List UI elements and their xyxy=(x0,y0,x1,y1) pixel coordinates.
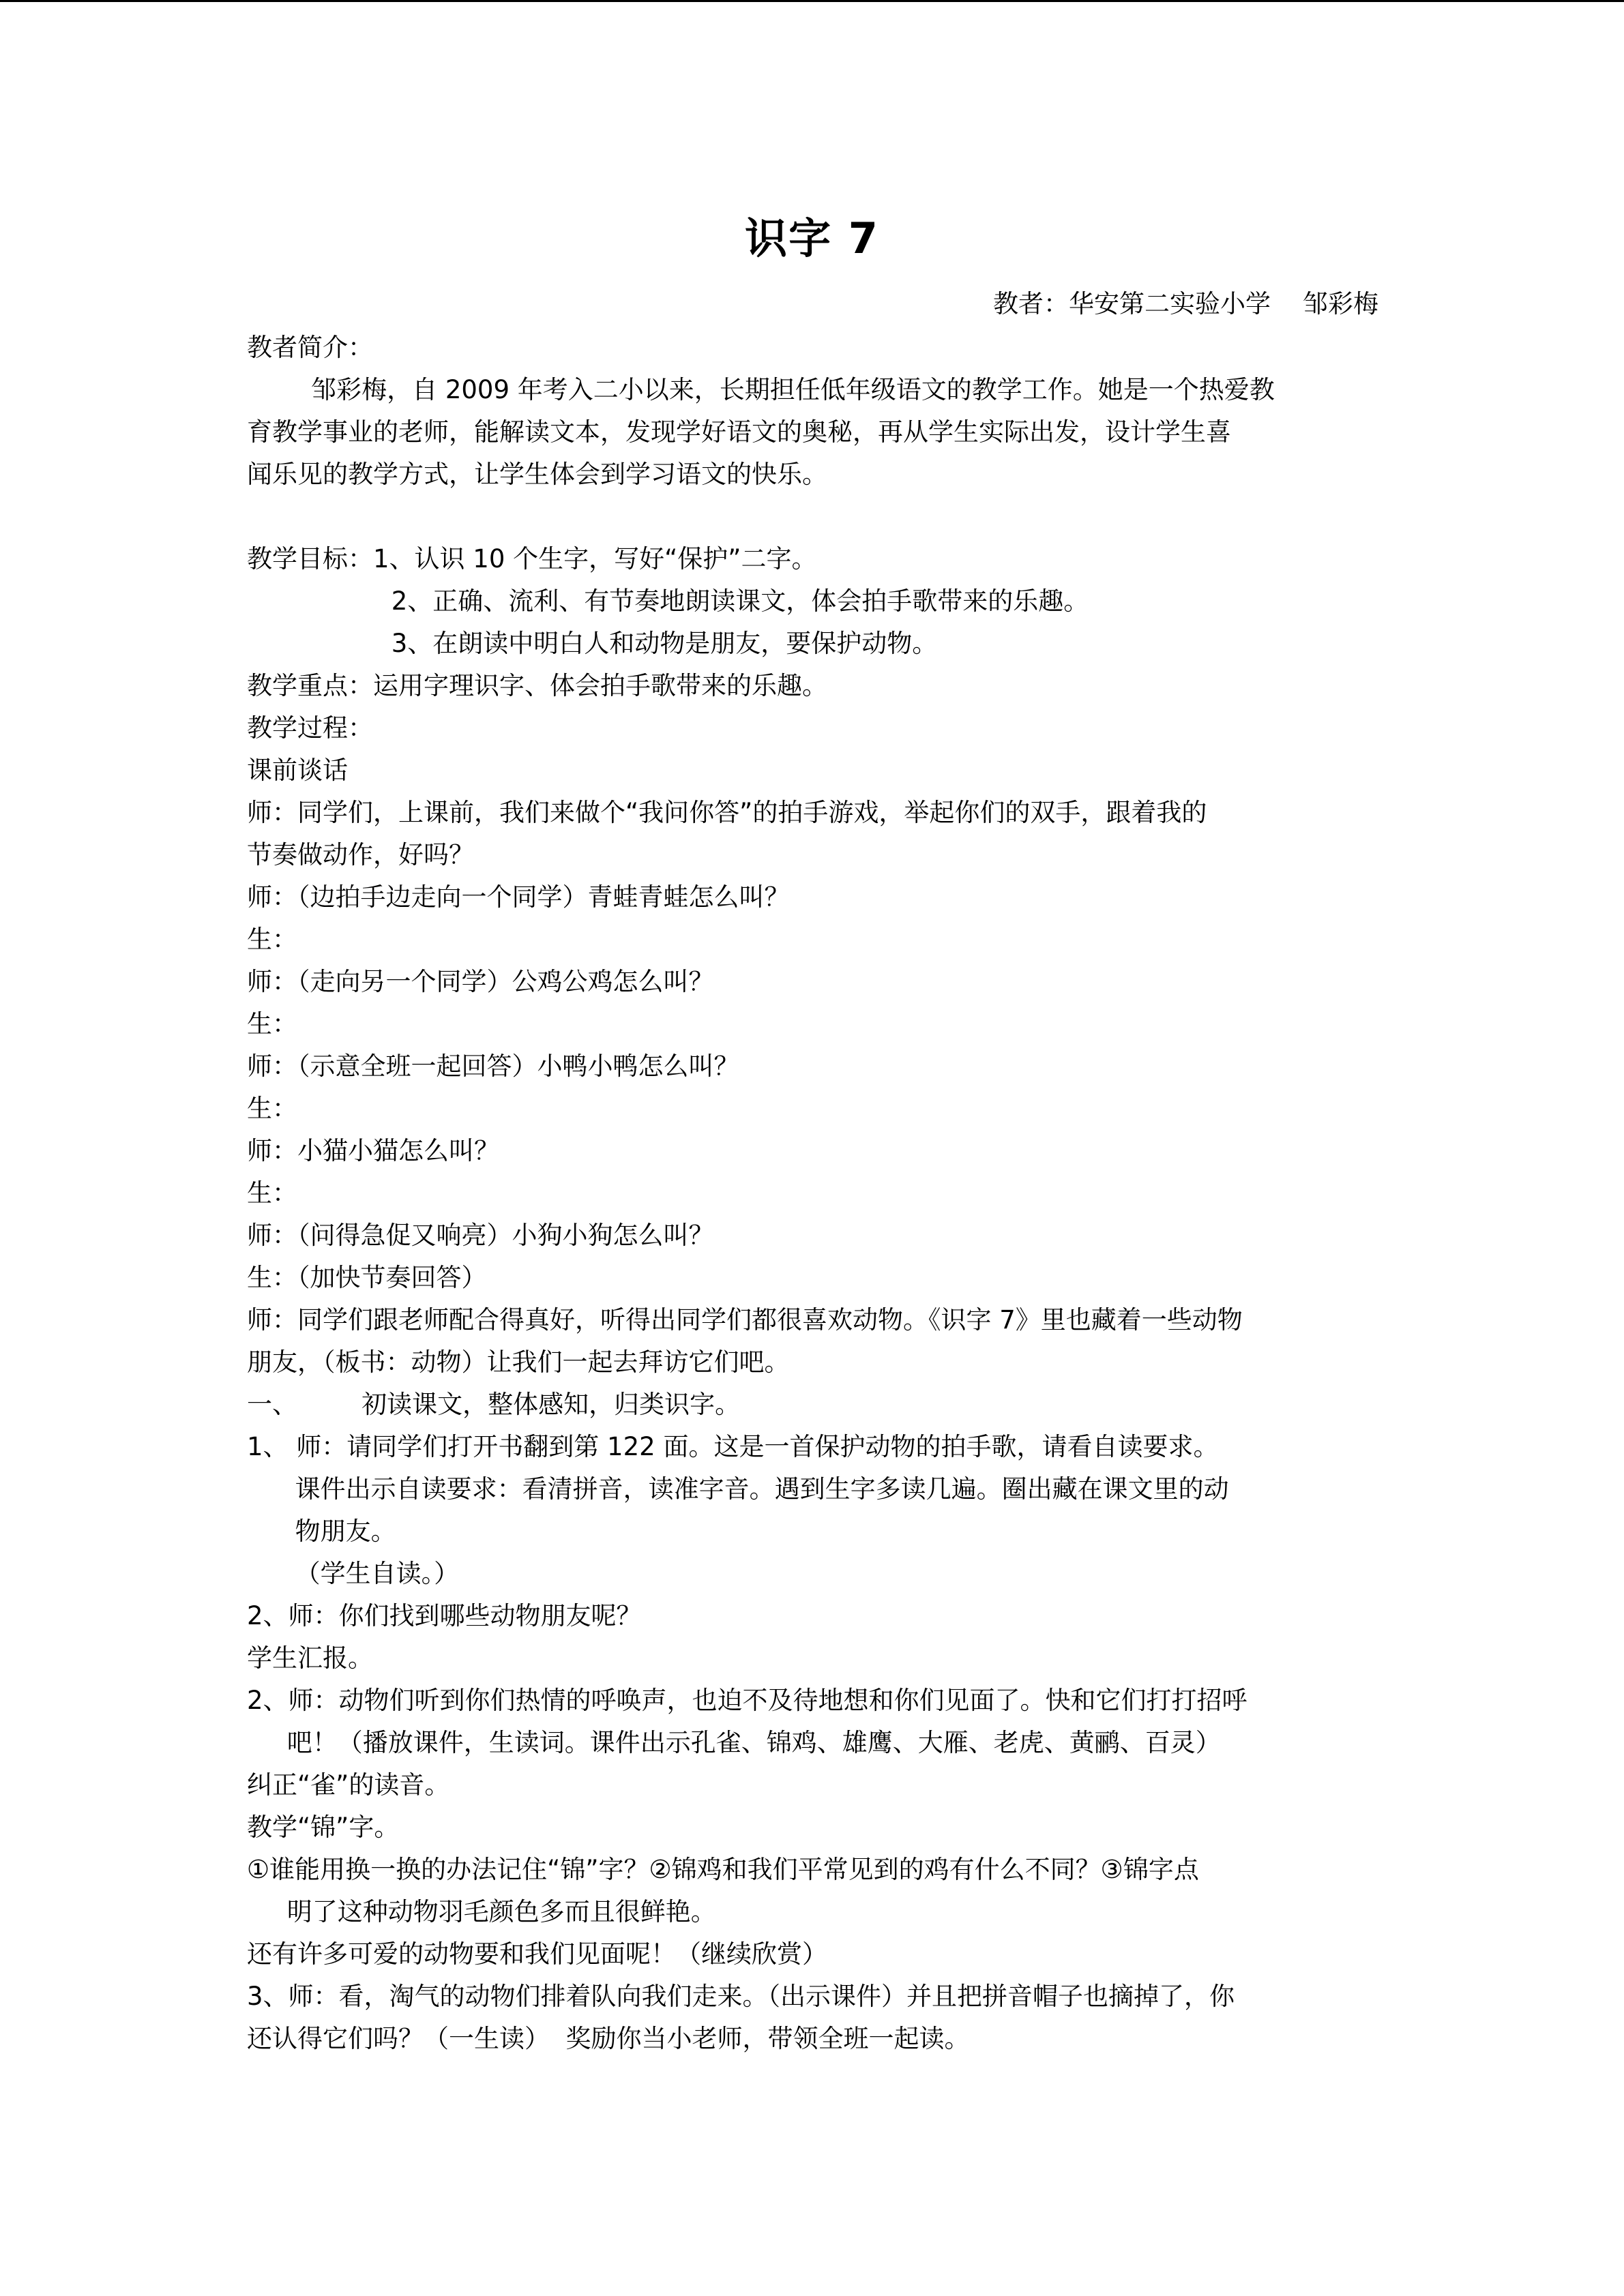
page-top-border xyxy=(0,0,1624,2)
text-line: 师：（示意全班一起回答）小鸭小鸭怎么叫？ xyxy=(247,1052,739,1081)
text-line: 纠正“雀”的读音。 xyxy=(247,1770,450,1800)
text-line: 3、在朗读中明白人和动物是朋友，要保护动物。 xyxy=(247,629,938,658)
text-line: 还有许多可爱的动物要和我们见面呢！（继续欣赏） xyxy=(247,1939,827,1969)
text-line: 生： xyxy=(247,925,297,954)
text-line: 师：（边拍手边走向一个同学）青蛙青蛙怎么叫？ xyxy=(247,882,790,912)
text-line: 教学重点：运用字理识字、体会拍手歌带来的乐趣。 xyxy=(247,671,827,700)
text-line: 师：（问得急促又响亮）小狗小狗怎么叫？ xyxy=(247,1221,714,1250)
text-line: 还认得它们吗？（一生读） 奖励你当小老师，带领全班一起读。 xyxy=(247,2024,970,2053)
text-line: 师：（走向另一个同学）公鸡公鸡怎么叫？ xyxy=(247,967,714,996)
text-line: 吧！（播放课件，生读词。课件出示孔雀、锦鸡、雄鹰、大雁、老虎、黄鹂、百灵） xyxy=(247,1728,1221,1757)
text-line: 节奏做动作，好吗？ xyxy=(247,840,474,869)
text-line: 育教学事业的老师，能解读文本，发现学好语文的奥秘，再从学生实际出发，设计学生喜 xyxy=(247,417,1231,447)
text-line: 1、 师：请同学们打开书翻到第 122 面。这是一首保护动物的拍手歌，请看自读要求。 xyxy=(247,1432,1219,1461)
text-line: 教学过程： xyxy=(247,713,373,743)
text-line: 2、师：你们找到哪些动物朋友呢？ xyxy=(247,1601,642,1630)
text-line: 教者简介： xyxy=(247,333,373,362)
text-line: 邹彩梅，自 2009 年考入二小以来，长期担任低年级语文的教学工作。她是一个热爱教 xyxy=(247,375,1275,404)
text-line: 闻乐见的教学方式，让学生体会到学习语文的快乐。 xyxy=(247,460,827,489)
text-line: 生： xyxy=(247,1009,297,1039)
text-line: 教学“锦”字。 xyxy=(247,1813,400,1842)
text-line: 生：（加快节奏回答） xyxy=(247,1263,487,1292)
author-line: 教者：华安第二实验小学 邹彩梅 xyxy=(992,289,1378,318)
text-line: 学生汇报。 xyxy=(247,1643,373,1673)
text-line: 生： xyxy=(247,1094,297,1123)
text-line: 师：同学们，上课前，我们来做个“我问你答”的拍手游戏，举起你们的双手，跟着我的 xyxy=(247,798,1207,827)
text-line: 3、师：看，淘气的动物们排着队向我们走来。（出示课件）并且把拼音帽子也摘掉了，你 xyxy=(247,1982,1235,2011)
text-line: 2、师：动物们听到你们热情的呼唤声，也迫不及待地想和你们见面了。快和它们打打招呼 xyxy=(247,1686,1247,1715)
document-title: 识字 7 xyxy=(745,213,879,263)
text-line: 师：同学们跟老师配合得真好，听得出同学们都很喜欢动物。《识字 7》里也藏着一些动物 xyxy=(247,1305,1243,1335)
text-line: 课件出示自读要求：看清拼音，读准字音。遇到生字多读几遍。圈出藏在课文里的动 xyxy=(247,1474,1229,1504)
text-line: （学生自读。） xyxy=(247,1559,460,1588)
text-line: 师：小猫小猫怎么叫？ xyxy=(247,1136,499,1165)
text-line: 明了这种动物羽毛颜色多而且很鲜艳。 xyxy=(247,1897,716,1926)
text-line: 生： xyxy=(247,1178,297,1208)
text-line: ①谁能用换一换的办法记住“锦”字？②锦鸡和我们平常见到的鸡有什么不同？③锦字点 xyxy=(247,1855,1199,1884)
text-line: 教学目标：1、认识 10 个生字，写好“保护”二字。 xyxy=(247,544,817,573)
text-line: 一、 初读课文，整体感知，归类识字。 xyxy=(247,1390,741,1419)
text-line: 2、正确、流利、有节奏地朗读课文，体会拍手歌带来的乐趣。 xyxy=(247,586,1089,616)
text-line: 课前谈话 xyxy=(247,756,348,785)
text-line: 物朋友。 xyxy=(247,1517,396,1546)
text-line: 朋友，（板书：动物）让我们一起去拜访它们吧。 xyxy=(247,1347,790,1377)
